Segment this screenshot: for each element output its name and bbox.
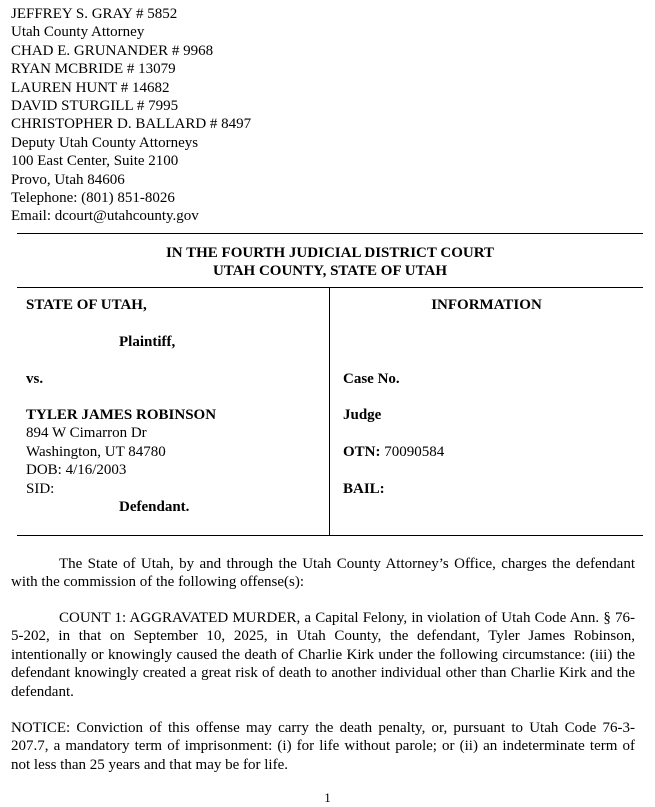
attorney-line: Email: dcourt@utahcounty.gov	[11, 208, 199, 225]
case-number-label: Case No.	[343, 371, 400, 387]
attorney-line: Telephone: (801) 851-8026	[11, 190, 175, 207]
caption-top-rule	[17, 287, 643, 288]
notice-paragraph: NOTICE: Conviction of this offense may carry the death penalty, or, pursuant to Utah Code 76-3-207.7, a mandatory term of imprisonment: (i) for life without parole; or (ii) an indeterminate term of not less than 25 years and that may be for life.	[11, 720, 635, 773]
defendant-sid: SID:	[26, 481, 55, 497]
court-county: UTAH COUNTY, STATE OF UTAH	[212, 263, 448, 279]
defendant-name: TYLER JAMES ROBINSON	[26, 407, 217, 423]
count-1-paragraph: COUNT 1: AGGRAVATED MURDER, a Capital Felony, in violation of Utah Code Ann. § 76-5-202, in that on September 10, 2025, in Utah County, the defendant, Tyler James Robinson, intentionally or knowingly caused the death of Charlie Kirk under the following circumstance: (iii) the defendant knowingly created a great risk of death to another individual other than Charlie Kirk and the defendant.	[11, 610, 635, 700]
caption-bottom-rule	[17, 535, 643, 536]
document-title: INFORMATION	[431, 297, 542, 313]
defendant-dob: DOB: 4/16/2003	[26, 462, 127, 478]
bail-label: BAIL:	[343, 481, 385, 497]
plaintiff-name: STATE OF UTAH,	[26, 297, 147, 313]
attorney-line: Deputy Utah County Attorneys	[11, 134, 199, 151]
defendant-address-line2: Washington, UT 84780	[26, 444, 166, 460]
attorney-line: Utah County Attorney	[11, 24, 145, 41]
otn-value: 70090584	[380, 444, 445, 460]
otn-field	[343, 444, 444, 461]
defendant-role: Defendant.	[119, 499, 190, 515]
attorney-line: Provo, Utah 84606	[11, 171, 125, 188]
attorney-line: CHRISTOPHER D. BALLARD # 8497	[11, 116, 252, 133]
court-title	[17, 244, 643, 280]
attorney-line: JEFFREY S. GRAY # 5852	[11, 6, 178, 22]
defendant-address-line1: 894 W Cimarron Dr	[26, 425, 147, 441]
attorney-line: DAVID STURGILL # 7995	[11, 98, 179, 115]
top-rule	[17, 233, 643, 234]
caption-divider	[329, 287, 330, 535]
attorney-block	[11, 5, 251, 226]
intro-paragraph: The State of Utah, by and through the Utah County Attorney’s Office, charges the defendant with the commission of the following offense(s):	[11, 556, 635, 591]
court-name: IN THE FOURTH JUDICIAL DISTRICT COURT	[165, 245, 495, 261]
attorney-line: RYAN MCBRIDE # 13079	[11, 61, 176, 78]
otn-label: OTN:	[343, 444, 381, 460]
attorney-line: 100 East Center, Suite 2100	[11, 153, 179, 170]
judge-label: Judge	[343, 407, 382, 423]
attorney-line: LAUREN HUNT # 14682	[11, 79, 170, 96]
plaintiff-role: Plaintiff,	[119, 334, 176, 350]
page-number: 1	[324, 790, 331, 805]
attorney-line: CHAD E. GRUNANDER # 9968	[11, 42, 214, 59]
versus: vs.	[26, 371, 44, 387]
